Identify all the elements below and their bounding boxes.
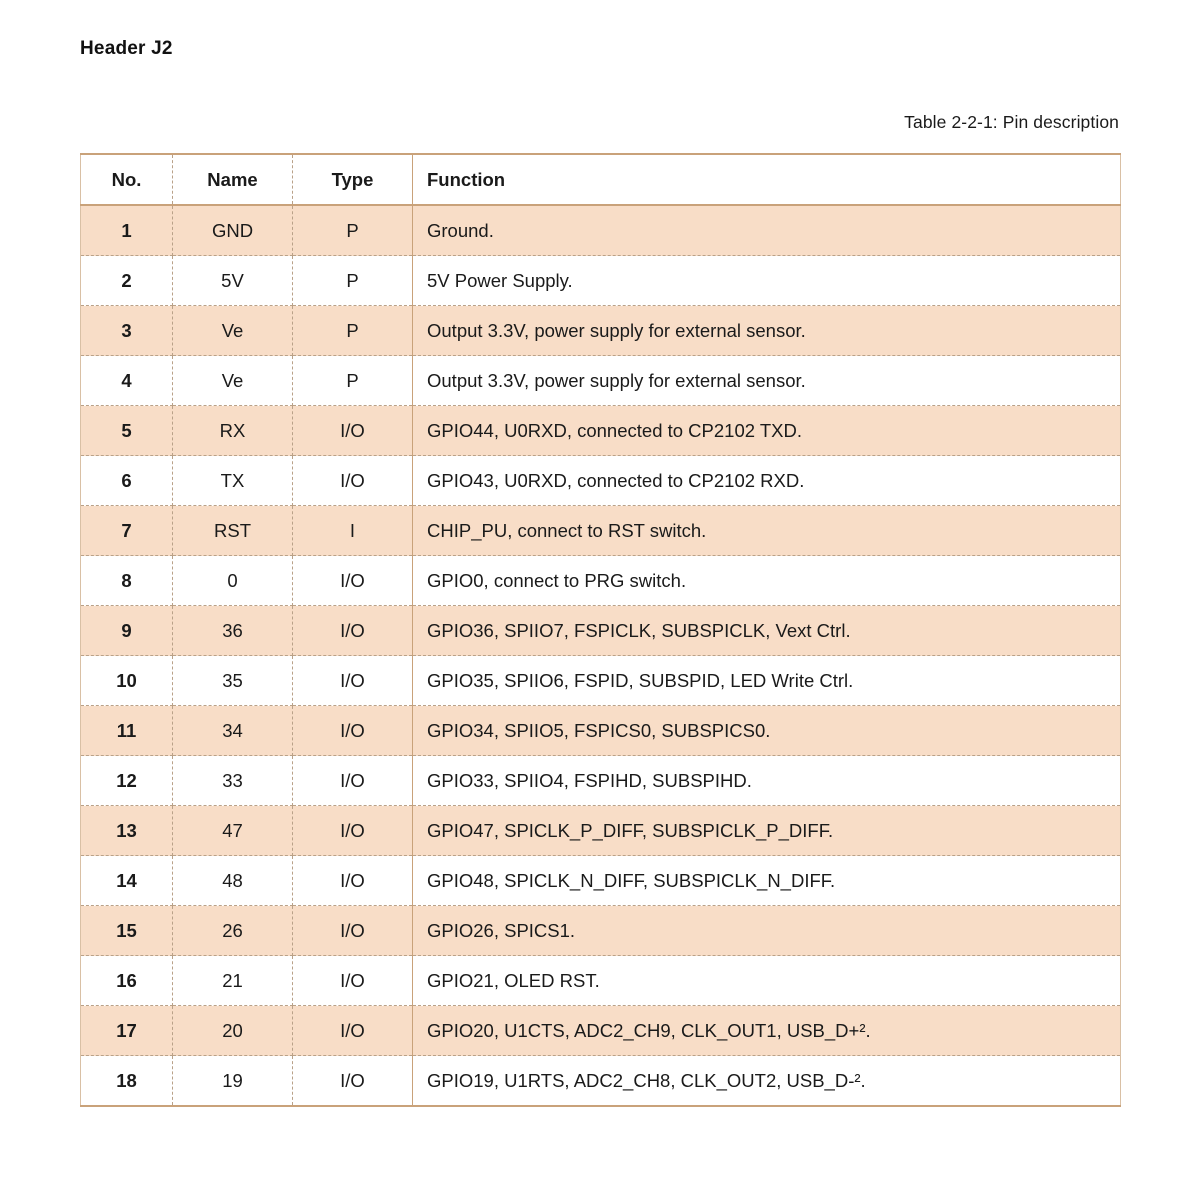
cell-no: 9 xyxy=(81,606,173,656)
cell-no: 15 xyxy=(81,906,173,956)
cell-type: I/O xyxy=(293,956,413,1006)
cell-name: 5V xyxy=(173,256,293,306)
cell-name: TX xyxy=(173,456,293,506)
cell-function: GPIO21, OLED RST. xyxy=(413,956,1121,1006)
table-row xyxy=(81,656,1121,706)
table-row xyxy=(81,456,1121,506)
cell-function: GPIO34, SPIIO5, FSPICS0, SUBSPICS0. xyxy=(413,706,1121,756)
table-row xyxy=(81,956,1121,1006)
table-row xyxy=(81,256,1121,306)
cell-type: I/O xyxy=(293,806,413,856)
cell-type: I/O xyxy=(293,556,413,606)
column-header-type: Type xyxy=(293,154,413,205)
cell-function: GPIO48, SPICLK_N_DIFF, SUBSPICLK_N_DIFF. xyxy=(413,856,1121,906)
column-header-function: Function xyxy=(413,154,1121,205)
table-row xyxy=(81,856,1121,906)
cell-no: 1 xyxy=(81,205,173,256)
cell-name: 19 xyxy=(173,1056,293,1107)
cell-function: GPIO0, connect to PRG switch. xyxy=(413,556,1121,606)
cell-type: I/O xyxy=(293,606,413,656)
cell-type: I/O xyxy=(293,1056,413,1107)
cell-name: 20 xyxy=(173,1006,293,1056)
cell-no: 3 xyxy=(81,306,173,356)
cell-function: GPIO20, U1CTS, ADC2_CH9, CLK_OUT1, USB_D+². xyxy=(413,1006,1121,1056)
cell-function: GPIO47, SPICLK_P_DIFF, SUBSPICLK_P_DIFF. xyxy=(413,806,1121,856)
table-row xyxy=(81,506,1121,556)
cell-no: 6 xyxy=(81,456,173,506)
table-row xyxy=(81,906,1121,956)
cell-type: P xyxy=(293,256,413,306)
cell-type: I/O xyxy=(293,906,413,956)
cell-name: 21 xyxy=(173,956,293,1006)
cell-function: GPIO43, U0RXD, connected to CP2102 RXD. xyxy=(413,456,1121,506)
cell-type: I/O xyxy=(293,456,413,506)
cell-function: CHIP_PU, connect to RST switch. xyxy=(413,506,1121,556)
table-row xyxy=(81,806,1121,856)
cell-name: 34 xyxy=(173,706,293,756)
cell-no: 14 xyxy=(81,856,173,906)
cell-type: I xyxy=(293,506,413,556)
cell-type: I/O xyxy=(293,406,413,456)
table-row xyxy=(81,306,1121,356)
cell-no: 13 xyxy=(81,806,173,856)
cell-function: GPIO19, U1RTS, ADC2_CH8, CLK_OUT2, USB_D-². xyxy=(413,1056,1121,1107)
cell-name: 0 xyxy=(173,556,293,606)
pin-description-table xyxy=(80,153,1121,1107)
cell-name: 35 xyxy=(173,656,293,706)
table-row xyxy=(81,706,1121,756)
table-body xyxy=(81,205,1121,1106)
cell-type: P xyxy=(293,306,413,356)
table-header-row xyxy=(81,154,1121,205)
cell-name: 47 xyxy=(173,806,293,856)
cell-function: GPIO33, SPIIO4, FSPIHD, SUBSPIHD. xyxy=(413,756,1121,806)
cell-function: Ground. xyxy=(413,205,1121,256)
cell-name: 33 xyxy=(173,756,293,806)
table-row xyxy=(81,756,1121,806)
cell-no: 12 xyxy=(81,756,173,806)
cell-type: P xyxy=(293,205,413,256)
table-row xyxy=(81,356,1121,406)
cell-name: GND xyxy=(173,205,293,256)
cell-no: 4 xyxy=(81,356,173,406)
cell-function: Output 3.3V, power supply for external sensor. xyxy=(413,306,1121,356)
cell-function: GPIO26, SPICS1. xyxy=(413,906,1121,956)
cell-no: 11 xyxy=(81,706,173,756)
cell-function: GPIO36, SPIIO7, FSPICLK, SUBSPICLK, Vext Ctrl. xyxy=(413,606,1121,656)
table-row xyxy=(81,406,1121,456)
cell-no: 7 xyxy=(81,506,173,556)
cell-type: I/O xyxy=(293,856,413,906)
cell-no: 17 xyxy=(81,1006,173,1056)
cell-name: 26 xyxy=(173,906,293,956)
column-header-name: Name xyxy=(173,154,293,205)
cell-type: I/O xyxy=(293,656,413,706)
cell-function: Output 3.3V, power supply for external sensor. xyxy=(413,356,1121,406)
cell-no: 5 xyxy=(81,406,173,456)
cell-type: I/O xyxy=(293,706,413,756)
table-caption: Table 2-2-1: Pin description xyxy=(904,112,1119,132)
cell-type: I/O xyxy=(293,756,413,806)
cell-function: 5V Power Supply. xyxy=(413,256,1121,306)
cell-name: 48 xyxy=(173,856,293,906)
cell-type: I/O xyxy=(293,1006,413,1056)
cell-no: 18 xyxy=(81,1056,173,1107)
cell-name: Ve xyxy=(173,306,293,356)
table-row xyxy=(81,1056,1121,1107)
cell-function: GPIO35, SPIIO6, FSPID, SUBSPID, LED Write Ctrl. xyxy=(413,656,1121,706)
cell-function: GPIO44, U0RXD, connected to CP2102 TXD. xyxy=(413,406,1121,456)
cell-name: Ve xyxy=(173,356,293,406)
cell-no: 10 xyxy=(81,656,173,706)
table-row xyxy=(81,205,1121,256)
cell-name: RST xyxy=(173,506,293,556)
cell-no: 8 xyxy=(81,556,173,606)
cell-name: 36 xyxy=(173,606,293,656)
table-header xyxy=(81,154,1121,205)
table-row xyxy=(81,606,1121,656)
table-row xyxy=(81,556,1121,606)
cell-name: RX xyxy=(173,406,293,456)
cell-no: 16 xyxy=(81,956,173,1006)
table-row xyxy=(81,1006,1121,1056)
cell-no: 2 xyxy=(81,256,173,306)
cell-type: P xyxy=(293,356,413,406)
column-header-no: No. xyxy=(81,154,173,205)
page-title: Header J2 xyxy=(80,38,173,59)
